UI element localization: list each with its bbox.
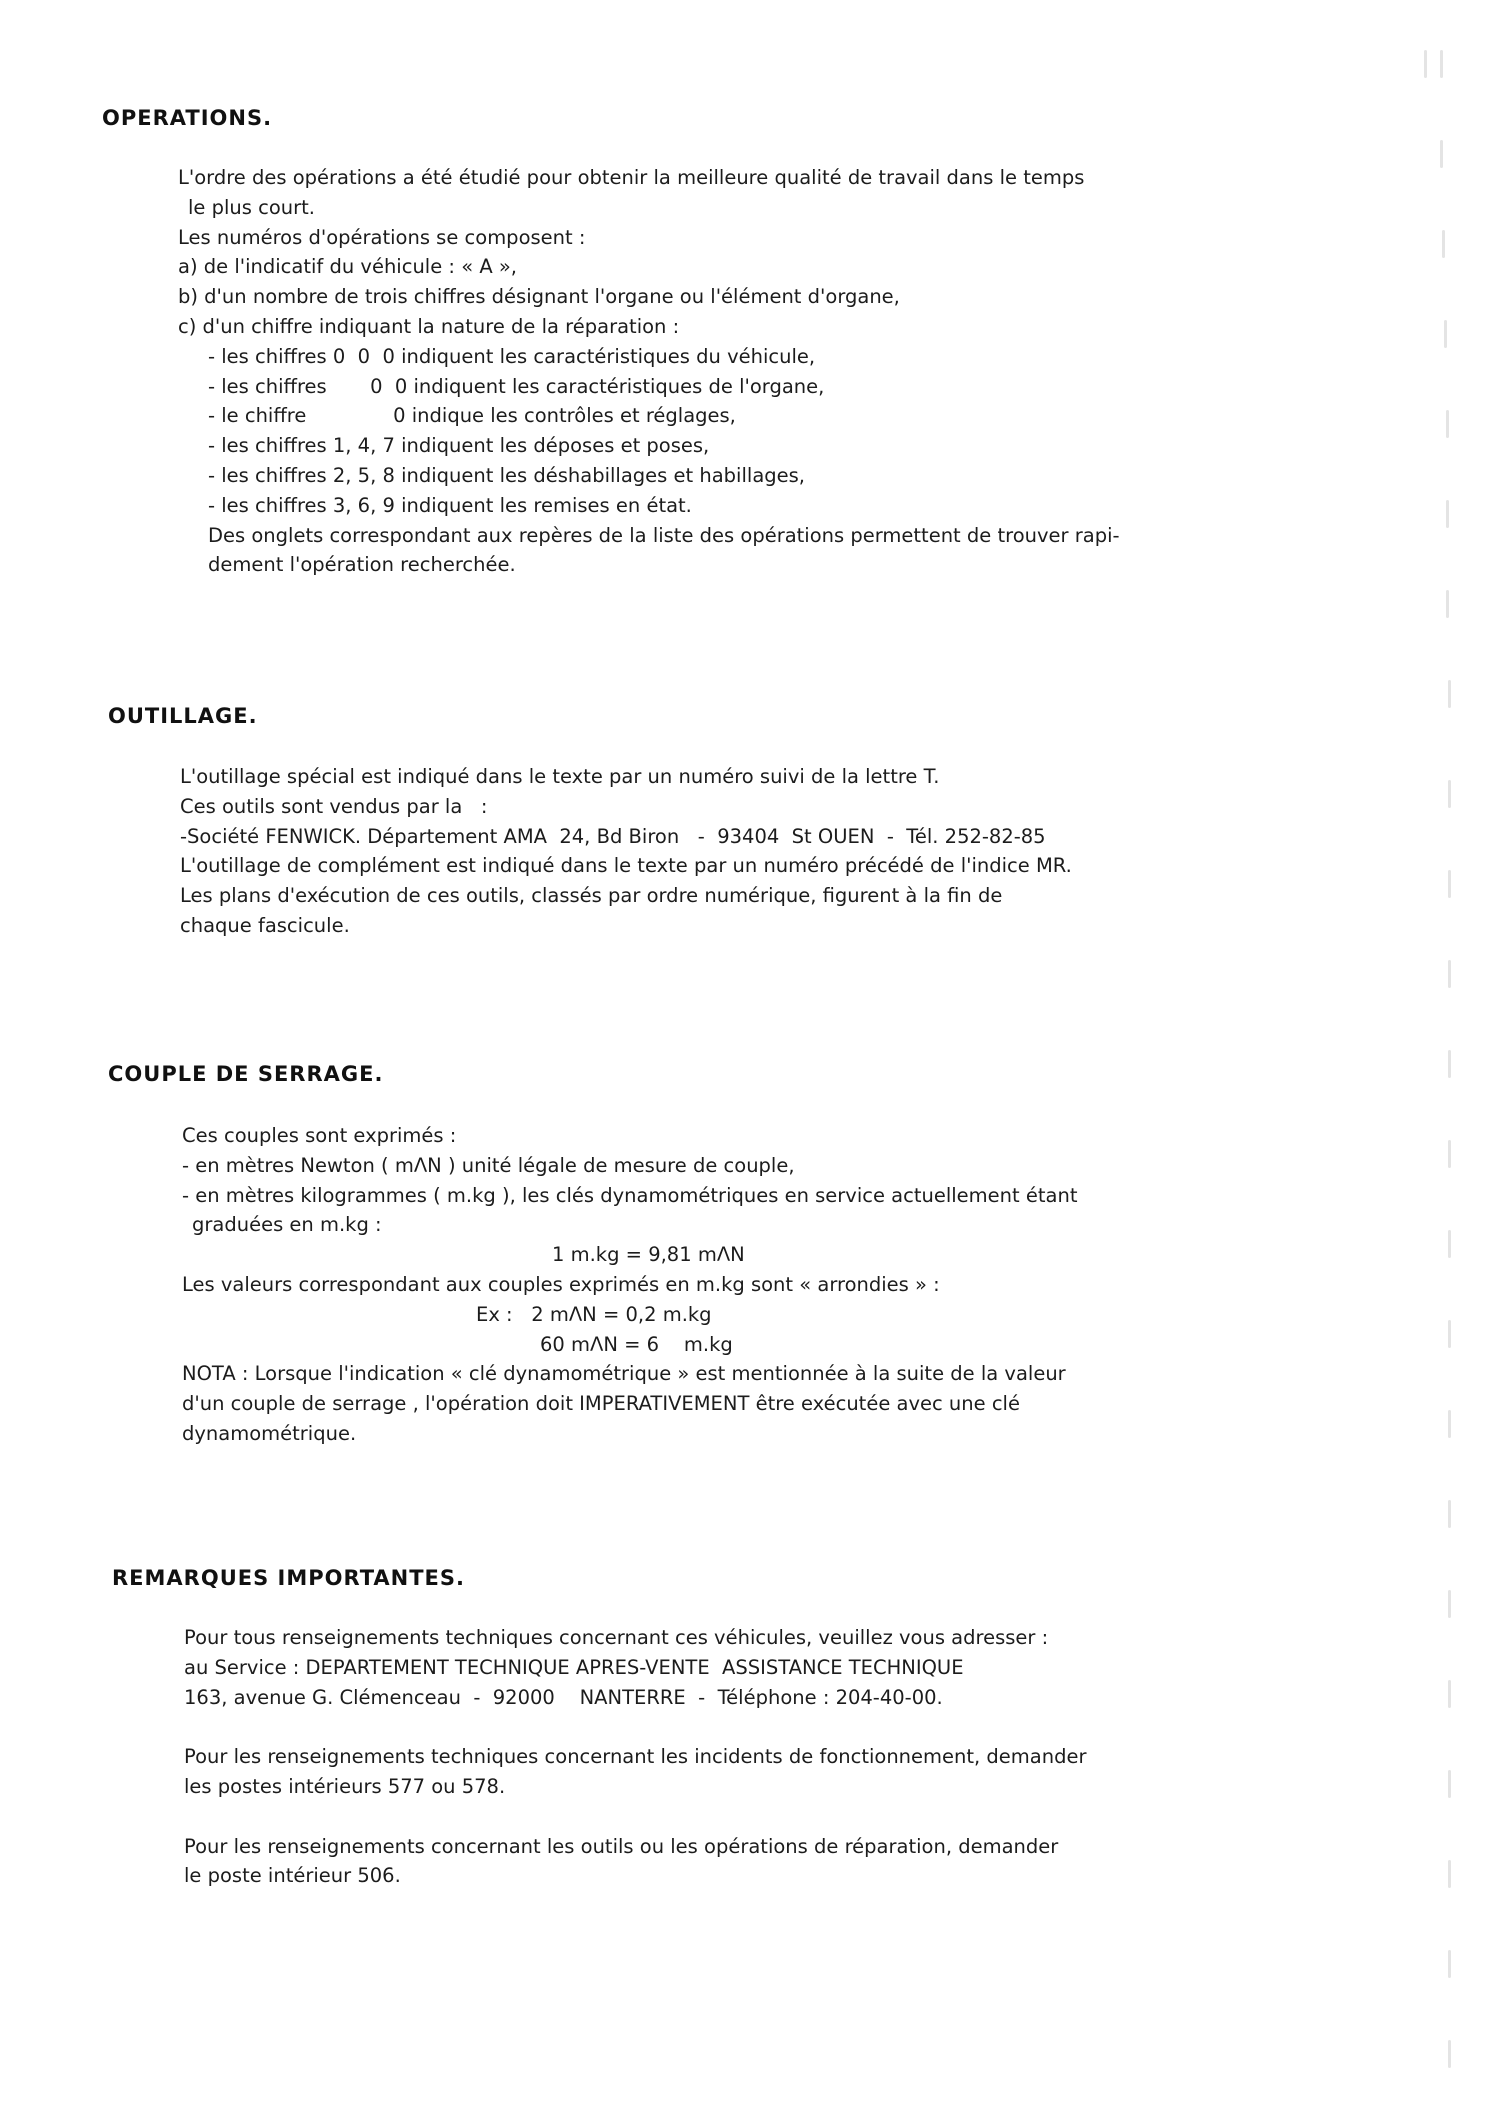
- paragraph-line: Pour tous renseignements techniques concernant ces véhicules, veuillez vous adresser :: [184, 1626, 1049, 1649]
- paragraph-line: les postes intérieurs 577 ou 578.: [184, 1774, 506, 1798]
- list-item: - les chiffres 0 0 0 indiquent les caractéristiques du véhicule,: [208, 344, 816, 368]
- paragraph-line: Pour les renseignements concernant les outils ou les opérations de réparation, demander: [184, 1834, 1059, 1858]
- paragraph-line: L'ordre des opérations a été étudié pour obtenir la meilleure qualité de travail dans le temps: [178, 166, 1085, 189]
- paragraph-line: Pour les renseignements techniques concernant les incidents de fonctionnement, demander: [184, 1745, 1087, 1769]
- scan-margin-artifacts: [1410, 40, 1470, 2080]
- list-item: - en mètres kilogrammes ( m.kg ), les clés dynamométriques en service actuellement étant: [182, 1183, 1078, 1207]
- couple-body: [182, 1121, 1077, 1449]
- formula-line: 60 mΛN = 6 m.kg: [540, 1332, 733, 1356]
- paragraph-line: Ces couples sont exprimés :: [182, 1124, 457, 1147]
- section-heading-remarques: REMARQUES IMPORTANTES.: [112, 1566, 465, 1590]
- paragraph-line: Les plans d'exécution de ces outils, classés par ordre numérique, figurent à la fin de: [180, 884, 1003, 908]
- list-item: - en mètres Newton ( mΛN ) unité légale de mesure de couple,: [182, 1153, 795, 1177]
- paragraph-line: graduées en m.kg :: [192, 1213, 382, 1237]
- list-item: a) de l'indicatif du véhicule : « A »,: [178, 255, 517, 279]
- paragraph-line: Ces outils sont vendus par la :: [180, 794, 488, 818]
- list-item: c) d'un chiffre indiquant la nature de la réparation :: [178, 314, 680, 338]
- paragraph-line: Les valeurs correspondant aux couples exprimés en m.kg sont « arrondies » :: [182, 1272, 940, 1296]
- note-line: dynamométrique.: [182, 1421, 357, 1445]
- paragraph-gap: [184, 1712, 1087, 1742]
- paragraph-line: le plus court.: [188, 195, 315, 219]
- paragraph-line: dement l'opération recherchée.: [208, 553, 516, 577]
- paragraph-line: le poste intérieur 506.: [184, 1864, 401, 1888]
- operations-body: [178, 163, 1120, 580]
- paragraph-line: au Service : DEPARTEMENT TECHNIQUE APRES-VENTE ASSISTANCE TECHNIQUE: [184, 1655, 964, 1679]
- list-item: - les chiffres 1, 4, 7 indiquent les déposes et poses,: [208, 434, 710, 458]
- note-line: d'un couple de serrage , l'opération doit IMPERATIVEMENT être exécutée avec une clé: [182, 1392, 1020, 1416]
- list-item: - les chiffres 2, 5, 8 indiquent les déshabillages et habillages,: [208, 463, 805, 487]
- note-line: NOTA : Lorsque l'indication « clé dynamométrique » est mentionnée à la suite de la valeur: [182, 1362, 1066, 1386]
- list-item: - le chiffre 0 indique les contrôles et réglages,: [208, 404, 736, 428]
- section-heading-outillage: OUTILLAGE.: [108, 704, 258, 728]
- paragraph-line: 163, avenue G. Clémenceau - 92000 NANTERRE - Téléphone : 204-40-00.: [184, 1685, 943, 1709]
- paragraph-line: L'outillage spécial est indiqué dans le texte par un numéro suivi de la lettre T.: [180, 765, 940, 788]
- paragraph-gap: [184, 1802, 1087, 1832]
- list-item: - les chiffres 3, 6, 9 indiquent les remises en état.: [208, 493, 692, 517]
- paragraph-line: -Société FENWICK. Département AMA 24, Bd Biron - 93404 St OUEN - Tél. 252-82-85: [180, 824, 1046, 848]
- paragraph-line: Les numéros d'opérations se composent :: [178, 225, 586, 249]
- paragraph-line: Des onglets correspondant aux repères de la liste des opérations permettent de trouver rapi-: [208, 523, 1120, 547]
- section-heading-couple: COUPLE DE SERRAGE.: [108, 1062, 384, 1086]
- section-heading-operations: OPERATIONS.: [102, 106, 273, 130]
- outillage-body: [180, 762, 1072, 941]
- formula-line: 1 m.kg = 9,81 mΛN: [552, 1243, 745, 1267]
- paragraph-line: chaque fascicule.: [180, 913, 350, 937]
- list-item: - les chiffres 0 0 indiquent les caractéristiques de l'organe,: [208, 374, 825, 398]
- remarques-body: [184, 1623, 1087, 1891]
- formula-line: Ex : 2 mΛN = 0,2 m.kg: [476, 1302, 712, 1326]
- list-item: b) d'un nombre de trois chiffres désignant l'organe ou l'élément d'organe,: [178, 285, 900, 309]
- paragraph-line: L'outillage de complément est indiqué dans le texte par un numéro précédé de l'indice MR.: [180, 854, 1072, 878]
